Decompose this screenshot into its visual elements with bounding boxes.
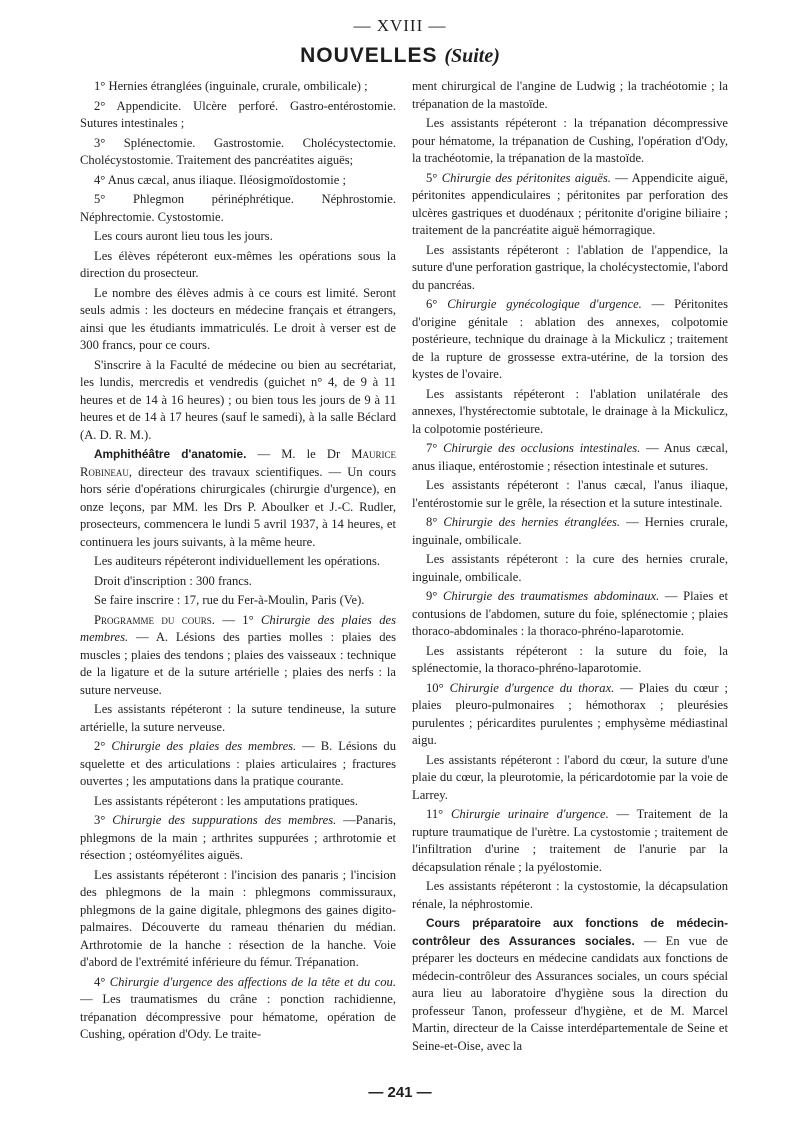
paragraph-assurances — [412, 915, 728, 1055]
text-span: — Péritonites d'origine génitale : ablation des annexes, colpotomie postérieure, technique du drainage à la Mickulicz ; traitement de la rupture de grossesse extra-utérine, de la torsion des kystes de l'ovaire. — [412, 297, 728, 381]
paragraph: 5° Phlegmon périnéphrétique. Néphrostomie. Néphrectomie. Cystostomie. — [80, 192, 396, 224]
paragraph: Se faire inscrire : 17, rue du Fer-à-Moulin, Paris (Ve). — [94, 593, 365, 607]
text-span: — Appendicite aiguë, péritonites appendiculaires ; péritonites par perforation des ulcères gastriques et duodénaux ; péritonite d'origine biliaire ; traitement de la pancréatite aiguë hémorragique. — [412, 170, 728, 237]
italic-heading: Chirurgie des traumatismes abdominaux. — [443, 589, 660, 603]
programme-label: Programme du cours. — [94, 612, 215, 627]
paragraph: 3° Splénectomie. Gastrostomie. Cholécystectomie. Cholécystostomie. Traitement des pancréatites aiguës; — [80, 135, 396, 167]
text-span: —Panaris, phlegmons de la main ; arthrites suppurées ; arthrotomie et résection ; ostéomyélites aiguës. — [80, 813, 396, 862]
text-span: 9° — [426, 589, 443, 603]
text-span: 2° — [94, 739, 112, 753]
italic-heading: Chirurgie des péritonites aiguës. — [441, 170, 611, 185]
paragraph — [80, 738, 396, 791]
paragraph: ment chirurgical de l'angine de Ludwig ; la trachéotomie ; la trépanation de la mastoïde. — [412, 79, 728, 111]
paragraph — [412, 170, 728, 240]
paragraph: Les assistants répéteront : la suture tendineuse, la suture artérielle, la suture nerveuse. — [80, 702, 396, 734]
text-span: — A. Lésions des parties molles : plaies des muscles ; plaies des tendons ; plaies des vaisseaux : technique de la ligature et de la suture artérielle ; plaies des nerfs : la suture nerveuse. — [80, 630, 396, 697]
paragraph: Les assistants répéteront : la trépanation décompressive pour hématome, la trépanation de Cushing, l'opération d'Ody, la trachéotomie, la trépanation de la mastoïde. — [412, 116, 728, 165]
italic-heading: Chirurgie des occlusions intestinales. — [443, 441, 641, 455]
title-main: NOUVELLES — [300, 44, 438, 67]
paragraph — [412, 296, 728, 384]
text-span: — Les traumatismes du crâne : ponction rachidienne, trépanation décompressive pour hématome, opération de Cushing, opération d'Ody. Le traite- — [80, 992, 396, 1041]
paragraph — [412, 588, 728, 641]
italic-heading: Chirurgie d'urgence des affections de la tête et du cou. — [109, 974, 397, 989]
text-span: — Traitement de la rupture traumatique de l'urètre. La cystostomie ; traitement de l'infiltration d'urine ; traitement de l'anurie par la décapsulation rénale ; la pyélostomie. — [412, 807, 728, 874]
paragraph: 2° Appendicite. Ulcère perforé. Gastro-entérostomie. Sutures intestinales ; — [80, 98, 396, 130]
italic-heading: Chirurgie d'urgence du thorax. — [449, 680, 615, 695]
text-span: — Plaies du cœur ; plaies pleuro-pulmonaires ; hémothorax ; pleurésies purulentes ; péricardites purulentes ; emphysème médiastinal aigu. — [412, 680, 728, 747]
right-column — [412, 78, 728, 1057]
paragraph: Les assistants répéteront : la cure des hernies crurale, inguinale, ombilicale. — [412, 552, 728, 584]
text-span: 7° — [426, 441, 444, 455]
paragraph: Les assistants répéteront : la suture du foie, la splénectomie, la thoraco-phréno-laparotomie. — [412, 643, 728, 675]
paragraph — [412, 440, 728, 475]
italic-heading: Chirurgie gynécologique d'urgence. — [447, 297, 642, 311]
text-span: — En vue de préparer les docteurs en médecine candidats aux fonctions de médecin-contrôleur des Assurances sociales, un cours spécial aura lieu au laboratoire d'hygiène sous la direction du professeur Tanon, professeur d'hygiène, et de M. Marcel Martin, directeur de la Caisse interdépartementale de Seine et Seine-et-Oise, avec la — [412, 933, 729, 1053]
italic-heading: Chirurgie des plaies des membres. — [111, 739, 297, 753]
paragraph: Les assistants répéteront : la cystostomie, la décapsulation rénale, la néphrostomie. — [412, 879, 728, 911]
paragraph: Les assistants répéteront : l'ablation unilatérale des annexes, l'hystérectomie subtotale, le drainage à la Mickulicz, la colpotomie postérieure. — [412, 386, 728, 436]
text-span: — M. le Dr — [246, 447, 352, 461]
italic-heading: Chirurgie des plaies des membres. — [80, 612, 397, 644]
name-smallcaps: Maurice Robineau — [80, 447, 396, 479]
italic-heading: Chirurgie urinaire d'urgence. — [450, 807, 609, 821]
paragraph: S'inscrire à la Faculté de médecine ou bien au secrétariat, les lundis, mercredis et vendredis (guichet n° 4, de 9 à 11 heures et de 14 à 16 heures) ; ou bien tous les jours de 9 à 11 heures et de 14 à 17 heures (sauf le samedi), à la salle Béclard (A. D. R. M.). — [80, 357, 396, 442]
italic-heading: Chirurgie des suppurations des membres. — [112, 813, 337, 827]
paragraph: Les assistants répéteront : l'abord du cœur, la suture d'une plaie du cœur, la pleurotomie, la péricardotomie par la voie de Larrey. — [412, 752, 728, 802]
heading-amphitheatre: Amphithéâtre d'anatomie. — [94, 447, 247, 461]
text-span: — Plaies et contusions de l'abdomen, suture du foie, splénectomie ; plaies thoraco-abdominales : la thoraco-phréno-laparotomie. — [412, 589, 729, 638]
title-suite: (Suite) — [444, 45, 500, 67]
text-span: 5° — [426, 170, 442, 185]
text-span: 6° — [426, 297, 448, 311]
paragraph — [412, 680, 728, 750]
text-span: 8° — [426, 515, 444, 529]
italic-heading: Chirurgie des hernies étranglées. — [443, 515, 621, 529]
paragraph: Les assistants répéteront : les amputations pratiques. — [94, 793, 359, 808]
section-title — [0, 44, 800, 68]
text-span: — Anus cæcal, anus iliaque, entérostomie ; résection intestinale et sutures. — [412, 441, 729, 473]
paragraph: Les assistants répéteront : l'ablation de l'appendice, la suture d'une perforation gastrique, la cholécystectomie, l'abord du pancréas. — [412, 242, 728, 292]
paragraph — [80, 974, 396, 1044]
text-span: — 1° — [214, 612, 261, 627]
text-span: — B. Lésions du squelette et des articulations : plaies articulaires ; fractures ouvertes ; les amputations dans la pratique courante. — [80, 739, 396, 788]
paragraph: Les élèves répéteront eux-mêmes les opérations sous la direction du prosecteur. — [80, 248, 396, 280]
paragraph-amphitheatre — [80, 446, 396, 551]
page-number: — 241 — — [368, 1084, 432, 1101]
paragraph — [412, 514, 728, 549]
text-span: 4° — [94, 974, 110, 989]
heading-assurances: Cours préparatoire aux fonctions de médecin-contrôleur des Assurances sociales. — [412, 916, 728, 948]
paragraph: Droit d'inscription : 300 francs. — [94, 573, 252, 588]
roman-page-number: — XVIII — — [353, 16, 447, 35]
text-span: 10° — [426, 680, 450, 695]
paragraph — [412, 806, 728, 876]
text-span: , directeur des travaux scientifiques. — Un cours hors série d'opérations chirurgicales (chirurgie d'urgence), en onze leçons, par MM. les Drs P. Aboulker et J.-C. Rudler, prosecteurs, commencera le lundi 5 avril 1937, à 14 heures, et continuera les jours suivants, à la même heure. — [80, 464, 396, 549]
text-span: — Hernies crurale, inguinale, ombilicale. — [412, 515, 728, 547]
left-column — [80, 78, 396, 1046]
text-span: 3° — [94, 813, 113, 827]
paragraph: 4° Anus cæcal, anus iliaque. Iléosigmoïdostomie ; — [94, 172, 346, 187]
paragraph: Les cours auront lieu tous les jours. — [94, 229, 273, 243]
paragraph: Le nombre des élèves admis à ce cours est limité. Seront seuls admis : les docteurs en médecine français et étrangers, ainsi que les étudiants immatriculés. Le droit à verser est de 300 francs, pour ce cours. — [80, 285, 396, 352]
paragraph: Les assistants répéteront : l'anus cæcal, l'anus iliaque, l'entérostomie sur le grêle, la résection et la suture intestinale. — [412, 478, 728, 510]
paragraph: Les auditeurs répéteront individuellement les opérations. — [94, 554, 381, 568]
paragraph: 1° Hernies étranglées (inguinale, crurale, ombilicale) ; — [94, 79, 368, 93]
text-span: 11° — [426, 807, 451, 821]
paragraph: Les assistants répéteront : l'incision des panaris ; l'incision des phlegmons de la main : phlegmons commissuraux, phlegmons de la gaine digitale, phlegmons des gaines digito-palmaires. Découverte du rameau thénarien du médian. Arthrotomie de la hanche : résection de la hanche. Voie d'abord de l'extrémité inférieure du fémur. Trépanation. — [80, 867, 396, 969]
paragraph-programme — [80, 612, 396, 700]
paragraph — [80, 812, 396, 865]
